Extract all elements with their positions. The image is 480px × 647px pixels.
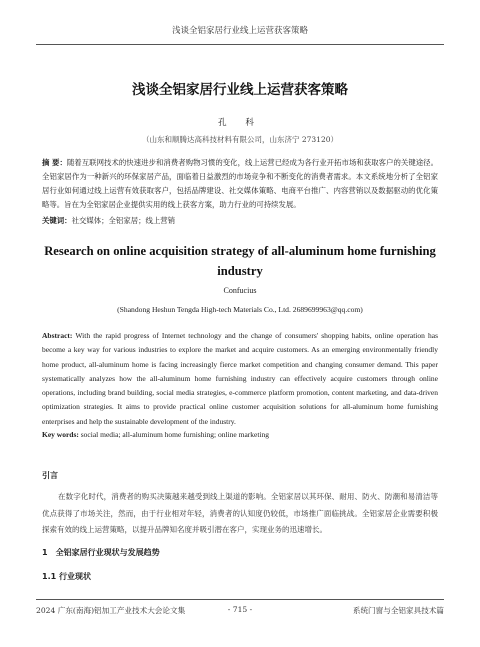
chinese-keywords-label: 关键词： [42, 216, 72, 225]
footer-rule [36, 599, 444, 600]
intro-heading: 引言 [42, 471, 58, 480]
english-title: Research on online acquisition strategy of all-aluminum home furnishing industry [44, 244, 436, 278]
english-abstract [42, 329, 438, 429]
english-keywords [42, 430, 438, 439]
header-rule [36, 44, 444, 45]
english-abstract-text: With the rapid progress of Internet technology and the change of consumers' shopping habits, online operation has become a key way for various industries to explore the market and acquire customers. As an emerging environmentally friendly home product, all-aluminum home is facing increasingly fierce market competition and changing consumer demand. This paper systematically analyzes how the all-aluminum home furnishing industry can effectively acquire customers through online operations, including brand building, social media strategies, e-commerce platform promotion, content marketing, and data-driven optimization strategies. It aims to provide practical online customer acquisition solutions for all-aluminum home furnishing enterprises and help the sustainable development of the industry. [42, 331, 438, 426]
intro-paragraph: 在数字化时代，消费者的购买决策越来越受到线上渠道的影响。全铝家居以其环保、耐用、防火、防潮和易清洁等优点获得了市场关注，然而，由于行业相对年轻，消费者的认知度仍较低，市场推广面临挑战。全铝家居企业需要积极探索有效的线上运营策略，以提升品牌知名度并吸引潜在客户，实现业务的迅速增长。 [42, 492, 438, 534]
english-abstract-label: Abstract: [42, 331, 73, 340]
chinese-abstract-label: 摘 要： [42, 158, 67, 167]
english-author: Confucius [223, 286, 257, 295]
footer-proceedings: 2024 广东(南海)铝加工产业技术大会论文集 [36, 606, 186, 615]
chinese-title: 浅谈全铝家居行业线上运营获客策略 [132, 82, 348, 98]
chinese-abstract [42, 156, 438, 212]
chinese-keywords [42, 215, 438, 227]
chinese-author: 孔 科 [218, 118, 262, 128]
chinese-affiliation: （山东和顺腾达高科技材料有限公司，山东济宁 273120） [141, 135, 338, 144]
section-1-1-heading: 1.1 行业现状 [42, 572, 91, 581]
chinese-keywords-text: 社交媒体；全铝家居；线上营销 [71, 216, 176, 225]
english-affiliation: (Shandong Heshun Tengda High-tech Materials Co., Ltd. 2689699963@qq.com) [117, 305, 363, 314]
page-number: - 715 - [227, 605, 253, 614]
english-keywords-label: Key words: [42, 430, 79, 439]
chinese-abstract-text: 随着互联网技术的快速进步和消费者购物习惯的变化，线上运营已经成为各行业开拓市场和获取客户的关键途径。全铝家居作为一种新兴的环保家居产品，面临着日益激烈的市场竞争和不断变化的消费者需求。本文系统地分析了全铝家居行业如何通过线上运营有效获取客户，包括品牌建设、社交媒体策略、电商平台推广、内容营销以及数据驱动的优化策略等。旨在为全铝家居企业提供实用的线上获客方案，助力行业的可持续发展。 [42, 158, 438, 209]
footer-section: 系统门窗与全铝家具技术篇 [352, 606, 444, 615]
section-1-heading: 1 全铝家居行业现状与发展趋势 [42, 548, 160, 557]
english-keywords-text: social media; all-aluminum home furnishing; online marketing [78, 430, 270, 439]
running-header: 浅谈全铝家居行业线上运营获客策略 [171, 26, 308, 36]
